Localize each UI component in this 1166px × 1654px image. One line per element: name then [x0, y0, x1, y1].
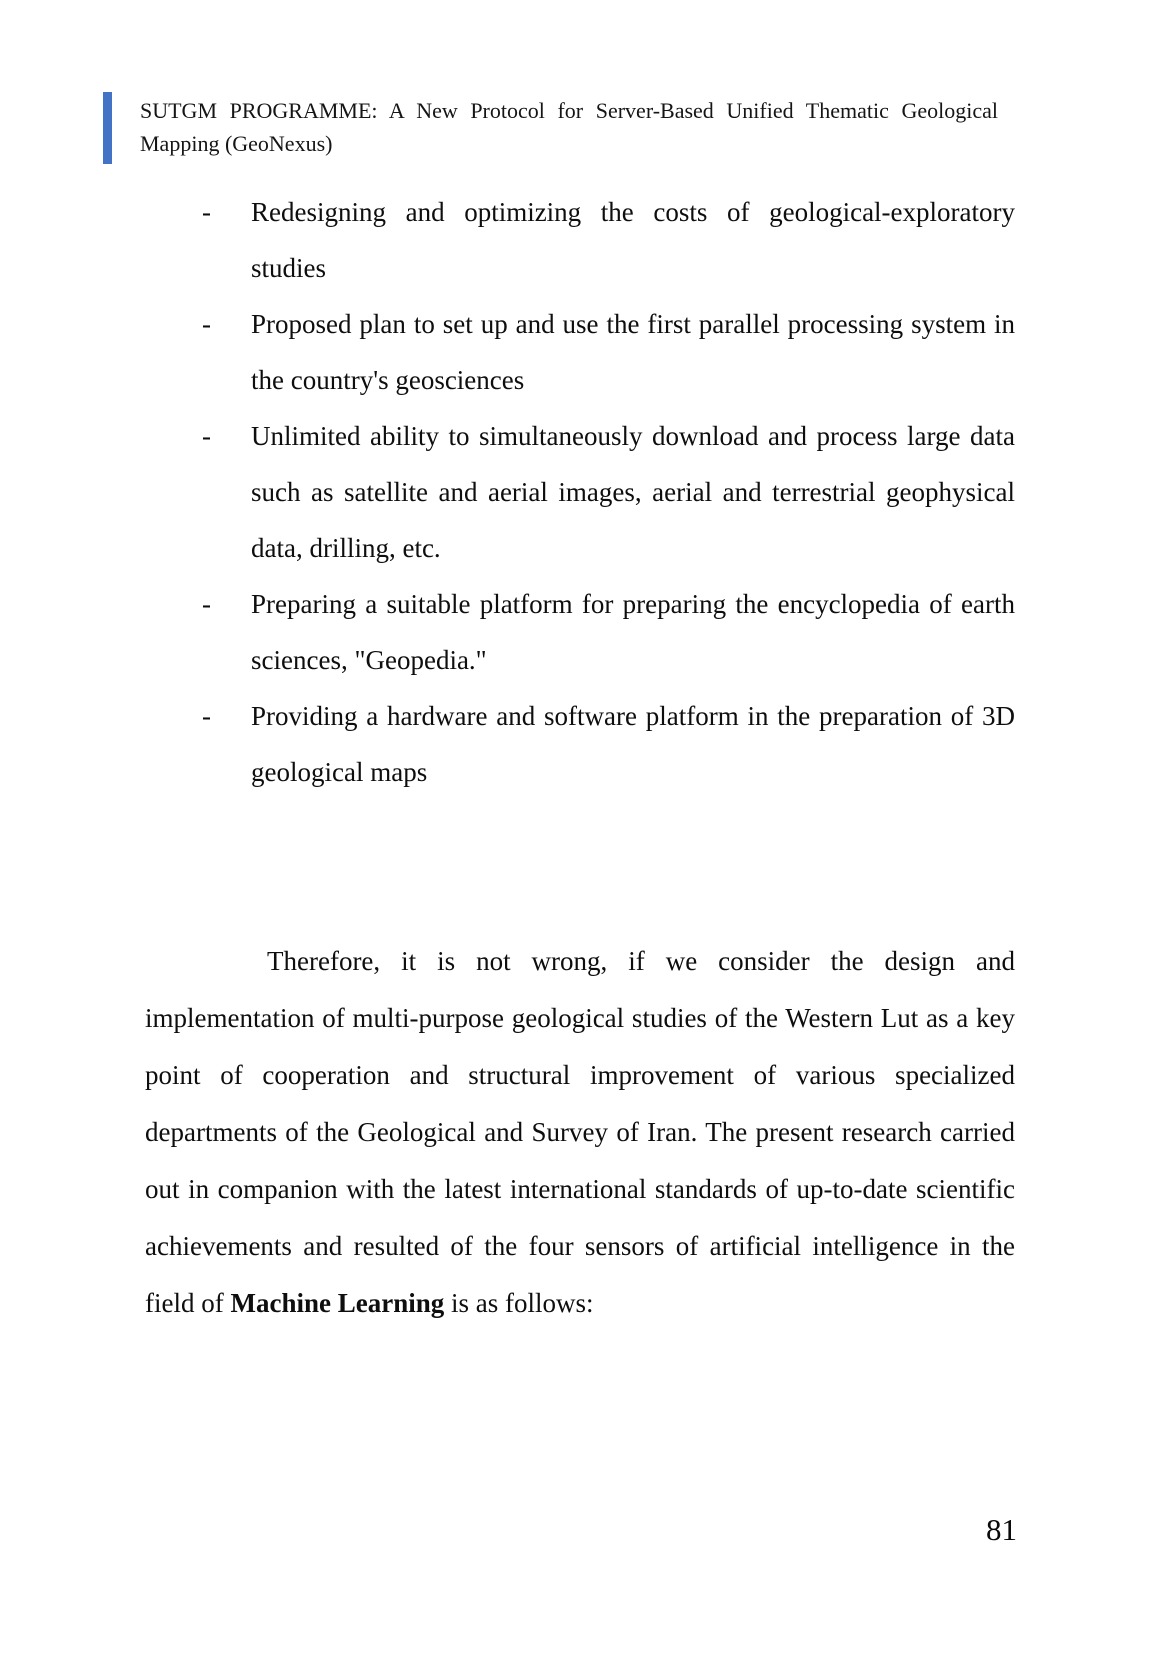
- paragraph-text: Therefore, it is not wrong, if we consider the design and implementation of multi-purpose geological studies of the Western Lut as a key point of cooperation and structural improvement of various specialized departments of the Geological and Survey of Iran. The present research carried out in companion with the latest international standards of up-to-date scientific achievements and resulted of the four sensors of artificial intelligence in the field of: [145, 946, 1015, 1318]
- paragraph-text: is as follows:: [444, 1288, 594, 1318]
- list-item-text: Preparing a suitable platform for preparing the encyclopedia of earth sciences, "Geopedia.": [251, 589, 1015, 675]
- page-header: SUTGM PROGRAMME: A New Protocol for Server-Based Unified Thematic Geological Mapping (GeoNexus): [140, 98, 998, 156]
- bullet-dash: -: [202, 589, 211, 619]
- list-item: [202, 408, 1015, 576]
- list-item: [202, 184, 1015, 296]
- paragraph-bold-text: Machine Learning: [230, 1288, 445, 1318]
- list-item-text: Providing a hardware and software platform in the preparation of 3D geological maps: [251, 701, 1015, 787]
- bullet-dash: -: [202, 197, 211, 227]
- list-item-text: Proposed plan to set up and use the first parallel processing system in the country's geosciences: [251, 309, 1015, 395]
- bullet-dash: -: [202, 309, 211, 339]
- bullet-dash: -: [202, 701, 211, 731]
- list-item: [202, 688, 1015, 800]
- list-item: [202, 576, 1015, 688]
- header-accent-bar: [103, 92, 112, 164]
- body-paragraph: [145, 933, 1015, 1332]
- bullet-list: [145, 184, 1015, 800]
- list-item-text: Redesigning and optimizing the costs of geological-exploratory studies: [251, 197, 1015, 283]
- page-number: 81: [986, 1512, 1017, 1547]
- bullet-dash: -: [202, 421, 211, 451]
- list-item: [202, 296, 1015, 408]
- list-item-text: Unlimited ability to simultaneously download and process large data such as satellite and aerial images, aerial and terrestrial geophysical data, drilling, etc.: [251, 421, 1015, 563]
